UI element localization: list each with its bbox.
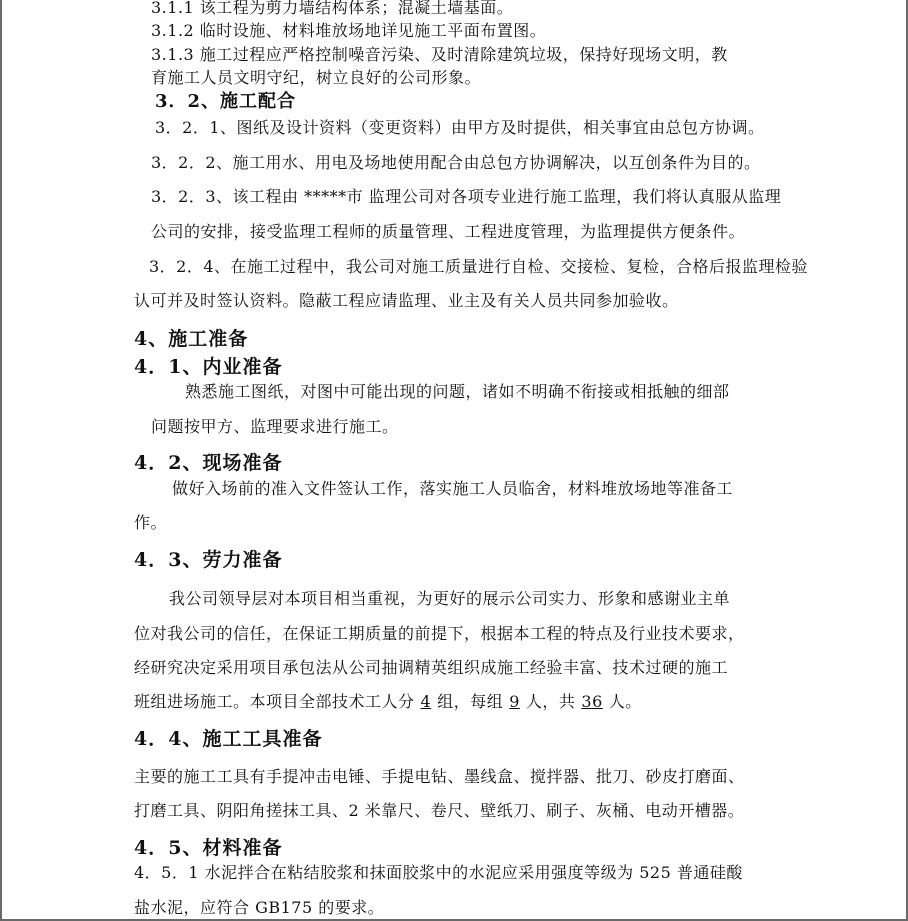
total-count: 36 [581,692,603,711]
heading-4-1: 4．1、内业准备 [134,356,283,378]
per-group-count: 9 [509,692,520,711]
text-line-3-2-3-cont: 公司的安排，接受监理工程师的质量管理、工程进度管理，为监理提供方便条件。 [151,222,746,241]
text-4-3-d-post: 人。 [608,692,642,711]
text-line-4-4-a: 主要的施工工具有手提冲击电锤、手提电钻、墨线盒、搅拌器、批刀、砂皮打磨面、 [134,767,745,786]
text-line-3-1-3: 3.1.3 施工过程应严格控制噪音污染、及时清除建筑垃圾，保持好现场文明，教 [151,45,728,64]
heading-4-4: 4．4、施工工具准备 [134,728,323,750]
text-line-3-2-3: 3．2．3、该工程由 *****市 监理公司对各项专业进行施工监理，我们将认真服从监理 [151,187,782,206]
text-line-3-1-3-cont: 育施工人员文明守纪，树立良好的公司形象。 [151,68,482,87]
heading-4-2: 4．2、现场准备 [134,452,283,474]
text-4-3-d-mid1: 组，每组 [437,692,504,711]
text-4-3-d-pre: 班组进场施工。本项目全部技术工人分 [134,692,415,711]
text-line-4-2-a: 做好入场前的准入文件签认工作，落实施工人员临舍，材料堆放场地等准备工 [172,479,734,498]
text-line-4-3-a: 我公司领导层对本项目相当重视，为更好的展示公司实力、形象和感谢业主单 [169,589,731,608]
text-line-3-2-4-cont: 认可并及时签认资料。隐蔽工程应请监理、业主及有关人员共同参加验收。 [134,291,679,310]
text-line-4-4-b: 打磨工具、阴阳角搓抹工具、2 米靠尺、卷尺、壁纸刀、刷子、灰桶、电动开槽器。 [134,801,745,820]
heading-3-2: 3．2、施工配合 [155,91,297,112]
text-line-4-5-b: 盐水泥，应符合 GB175 的要求。 [134,898,385,917]
text-line-4-5-a: 4．5．1 水泥拌合在粘结胶浆和抹面胶浆中的水泥应采用强度等级为 525 普通硅酸 [134,863,743,882]
text-line-4-3-d [134,692,642,712]
text-line-4-1-b: 问题按甲方、监理要求进行施工。 [151,417,399,436]
group-count: 4 [420,692,432,711]
text-line-4-3-c: 经研究决定采用项目承包法从公司抽调精英组织成施工经验丰富、技术过硬的施工 [134,658,729,677]
text-line-3-2-2: 3．2．2、施工用水、用电及场地使用配合由总包方协调解决，以互创条件为目的。 [151,153,761,172]
text-line-4-1-a: 熟悉施工图纸，对图中可能出现的问题，诸如不明确不衔接或相抵触的细部 [185,382,730,401]
text-line-3-2-4: 3．2．4、在施工过程中，我公司对施工质量进行自检、交接检、复检，合格后报监理检验 [149,257,809,276]
text-line-3-1-2: 3.1.2 临时设施、材料堆放场地详见施工平面布置图。 [151,21,547,40]
text-line-4-3-b: 位对我公司的信任，在保证工期质量的前提下，根据本工程的特点及行业技术要求， [134,624,745,643]
text-4-3-d-mid2: 人，共 [525,692,576,711]
heading-4-3: 4．3、劳力准备 [134,549,283,571]
text-line-4-2-b: 作。 [134,513,168,532]
heading-4: 4、施工准备 [134,328,249,350]
heading-4-5: 4．5、材料准备 [134,837,283,859]
text-line-3-1-1: 3.1.1 该工程为剪力墙结构体系；混凝土墙基面。 [151,0,514,17]
text-line-3-2-1: 3．2．1、图纸及设计资料（变更资料）由甲方及时提供，相关事宜由总包方协调。 [155,118,765,137]
